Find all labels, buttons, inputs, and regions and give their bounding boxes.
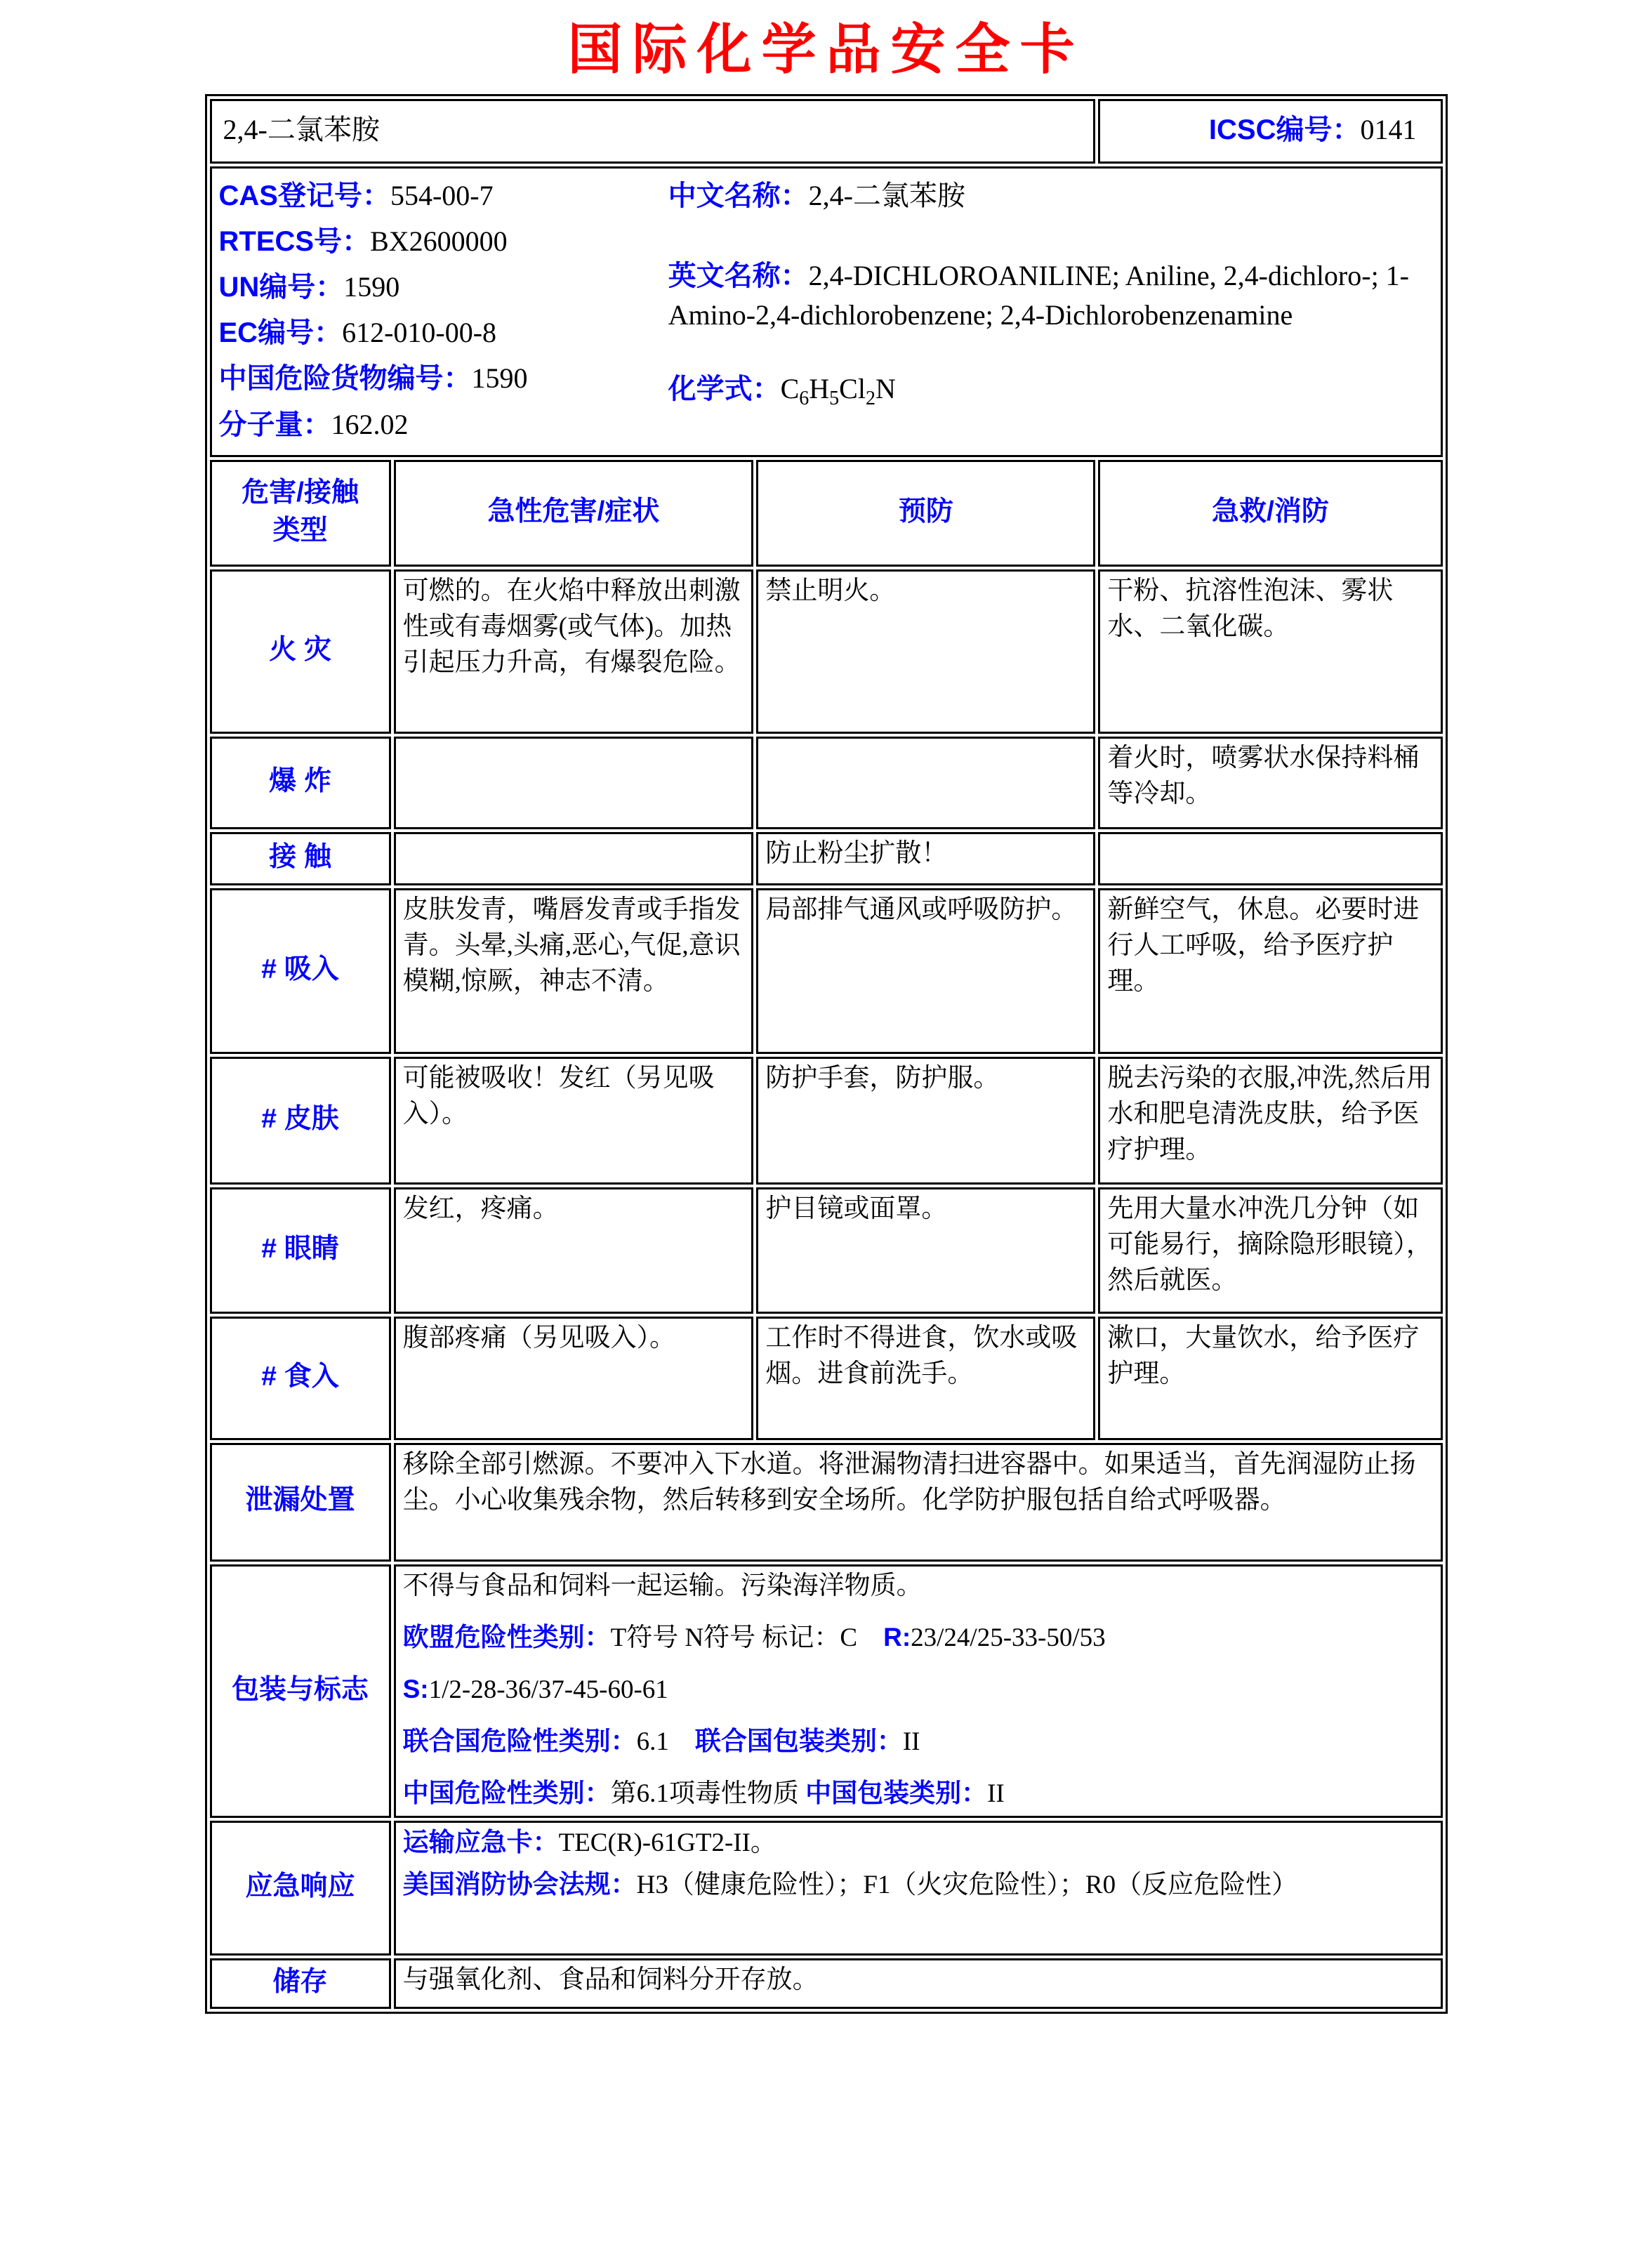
substance-name: 2,4-二氯苯胺 xyxy=(210,99,1096,164)
inhalation-response-cell: 新鲜空气，休息。必要时进行人工呼吸，给予医疗护理。 xyxy=(1098,888,1442,1054)
inhalation-prevention-cell: 局部排气通风或呼吸防护。 xyxy=(756,888,1095,1054)
cas-label: CAS登记号： xyxy=(218,180,390,211)
text-segment: T符号 N符号 标记：C xyxy=(610,1623,858,1652)
eyes-prevention-cell: 护目镜或面罩。 xyxy=(756,1187,1095,1314)
text-segment xyxy=(669,1727,695,1756)
row-label-storage: 储存 xyxy=(210,1958,391,2009)
contact-symptom-cell xyxy=(394,832,754,885)
icsc-number-label: ICSC编号： xyxy=(1208,114,1361,145)
header-firstaid: 急救/消防 xyxy=(1098,460,1442,567)
spill-text-cell: 移除全部引燃源。不要冲入下水道。将泄漏物清扫进容器中。如果适当，首先润湿防止扬尘。小心收集残余物，然后转移到安全场所。化学防护服包括自给式呼吸器。 xyxy=(394,1443,1443,1562)
ec-value: 612-010-00-8 xyxy=(342,317,497,349)
hazard-row-fire xyxy=(210,569,1443,734)
text-segment: II xyxy=(902,1727,920,1756)
text-segment: 运输应急卡： xyxy=(402,1828,559,1857)
ingestion-symptom-cell: 腹部疼痛（另见吸入）。 xyxy=(394,1317,754,1440)
formula-h: H xyxy=(809,373,830,405)
text-segment: 联合国包装类别： xyxy=(694,1726,903,1755)
packaging-row xyxy=(210,1564,1443,1818)
text-segment: 23/24/25-33-50/53 xyxy=(911,1623,1106,1652)
emergency-text-cell xyxy=(394,1821,1443,1956)
icsc-number-cell xyxy=(1098,99,1442,164)
chinese-name-label: 中文名称： xyxy=(668,180,809,211)
header-prevention: 预防 xyxy=(756,460,1095,567)
text-segment: H3（健康危险性）；F1（火灾危险性）；R0（反应危险性） xyxy=(636,1871,1298,1900)
inhalation-symptom-cell: 皮肤发青，嘴唇发青或手指发青。头晕,头痛,恶心,气促,意识模糊,惊厥，神志不清。 xyxy=(394,888,754,1054)
packaging-text-cell xyxy=(394,1564,1443,1818)
eyes-response-cell: 先用大量水冲洗几分钟（如可能易行，摘除隐形眼镜），然后就医。 xyxy=(1098,1187,1442,1314)
text-segment: 美国消防协会法规： xyxy=(402,1870,637,1899)
formula-label: 化学式： xyxy=(668,374,781,405)
text-segment: R: xyxy=(883,1622,911,1651)
storage-row xyxy=(210,1958,1443,2009)
formula-line xyxy=(668,369,1434,413)
eyes-symptom-cell: 发红，疼痛。 xyxy=(394,1187,754,1314)
skin-response-cell: 脱去污染的衣服,冲洗,然后用水和肥皂清洗皮肤，给予医疗护理。 xyxy=(1098,1057,1442,1185)
identifier-molweight xyxy=(219,405,668,444)
identifiers-layout xyxy=(219,170,1434,451)
text-segment: 1/2-28-36/37-45-60-61 xyxy=(428,1675,668,1704)
formula-h-sub: 5 xyxy=(829,388,840,410)
english-name-value: 2,4-DICHLOROANILINE; Aniline, 2,4-dichloro-; 1-Amino-2,4-dichlorobenzene; 2,4-Dichlorobenzenamine xyxy=(668,259,1410,331)
explosion-prevention-cell xyxy=(756,737,1095,829)
packaging-eu-class xyxy=(403,1619,1434,1656)
rtecs-label: RTECS号： xyxy=(218,225,371,257)
english-name-label: 英文名称： xyxy=(668,260,809,291)
packaging-china-class xyxy=(403,1775,1434,1812)
text-segment xyxy=(857,1623,883,1652)
card-header-row xyxy=(210,99,1443,164)
storage-text-cell: 与强氧化剂、食品和饲料分开存放。 xyxy=(394,1958,1443,2009)
formula-cl: Cl xyxy=(839,373,866,405)
hazard-row-contact xyxy=(210,832,1443,885)
identifier-list xyxy=(219,170,668,451)
skin-symptom-cell: 可能被吸收！发红（另见吸入）。 xyxy=(394,1057,754,1185)
hazard-row-ingestion xyxy=(210,1317,1443,1440)
molweight-value: 162.02 xyxy=(331,408,409,440)
row-label-inhalation: # 吸入 xyxy=(210,888,391,1054)
row-label-emergency: 应急响应 xyxy=(210,1821,391,1956)
text-segment: 中国包装类别： xyxy=(805,1779,988,1807)
packaging-un-class xyxy=(403,1723,1434,1760)
emergency-row xyxy=(210,1821,1443,1956)
skin-prevention-cell: 防护手套，防护服。 xyxy=(756,1057,1095,1185)
identifiers-cell xyxy=(210,166,1443,457)
row-label-ingestion: # 食入 xyxy=(210,1317,391,1440)
text-segment: S: xyxy=(402,1674,429,1703)
un-value: 1590 xyxy=(343,271,400,303)
fire-symptom-cell: 可燃的。在火焰中释放出刺激性或有毒烟雾(或气体)。加热引起压力升高，有爆裂危险。 xyxy=(394,569,754,734)
formula-cl-sub: 2 xyxy=(865,388,875,410)
formula-c-sub: 6 xyxy=(799,388,810,410)
chinese-name-value: 2,4-二氯苯胺 xyxy=(808,179,965,211)
row-label-explosion: 爆 炸 xyxy=(210,737,391,829)
explosion-response-cell: 着火时，喷雾状水保持料桶等冷却。 xyxy=(1098,737,1442,829)
page-title: 国际化学品安全卡 xyxy=(567,18,1085,80)
spill-row xyxy=(210,1443,1443,1562)
icsc-number-value: 0141 xyxy=(1360,113,1417,145)
icsc-card-table xyxy=(205,94,1448,2014)
text-segment: 联合国危险性类别： xyxy=(402,1726,637,1755)
identifier-ec xyxy=(219,313,668,352)
molweight-label: 分子量： xyxy=(218,409,331,440)
ingestion-prevention-cell: 工作时不得进食，饮水或吸烟。进食前洗手。 xyxy=(756,1317,1095,1440)
packaging-transport-note xyxy=(403,1568,1434,1604)
row-label-eyes: # 眼睛 xyxy=(210,1187,391,1314)
text-segment: 中国危险性类别： xyxy=(402,1779,611,1807)
identifier-cas xyxy=(219,176,668,216)
header-hazard-type xyxy=(210,460,391,567)
hazard-row-explosion xyxy=(210,737,1443,829)
hazard-table-header-row xyxy=(210,460,1443,567)
emergency-nfpa-line xyxy=(403,1866,1434,1903)
english-name-line xyxy=(668,256,1434,334)
header-hazard-type-line1: 危害/接触 xyxy=(242,477,359,508)
china-dg-value: 1590 xyxy=(471,362,528,395)
text-segment: 欧盟危险性类别： xyxy=(402,1622,611,1651)
names-block xyxy=(668,170,1434,451)
text-segment: 第6.1项毒性物质 xyxy=(610,1779,806,1808)
fire-response-cell: 干粉、抗溶性泡沫、雾状水、二氧化碳。 xyxy=(1098,569,1442,734)
un-label: UN编号： xyxy=(218,272,344,303)
contact-prevention-cell: 防止粉尘扩散！ xyxy=(756,832,1095,885)
row-label-skin: # 皮肤 xyxy=(210,1057,391,1185)
text-segment: 不得与食品和饲料一起运输。污染海洋物质。 xyxy=(402,1571,923,1600)
text-segment: TEC(R)-61GT2-II。 xyxy=(558,1828,777,1858)
explosion-symptom-cell xyxy=(394,737,754,829)
china-dg-label: 中国危险货物编号： xyxy=(218,363,472,395)
fire-prevention-cell: 禁止明火。 xyxy=(756,569,1095,734)
header-symptoms: 急性危害/症状 xyxy=(394,460,754,567)
formula-n: N xyxy=(875,373,896,405)
cas-value: 554-00-7 xyxy=(390,179,494,211)
packaging-s-phrases xyxy=(403,1671,1434,1708)
ec-label: EC编号： xyxy=(218,317,343,349)
formula-value xyxy=(780,373,896,410)
row-label-packaging: 包装与标志 xyxy=(210,1564,391,1818)
identifiers-row xyxy=(210,166,1443,457)
row-label-contact: 接 触 xyxy=(210,832,391,885)
header-hazard-type-line2: 类型 xyxy=(272,515,328,546)
contact-response-cell xyxy=(1098,832,1442,885)
identifier-un xyxy=(219,268,668,307)
text-segment: 6.1 xyxy=(636,1727,669,1756)
identifier-china-dg xyxy=(219,359,668,398)
emergency-tec-line xyxy=(403,1824,1434,1861)
row-label-fire: 火 灾 xyxy=(210,569,391,734)
row-label-spill: 泄漏处置 xyxy=(210,1443,391,1562)
hazard-row-eyes xyxy=(210,1187,1443,1314)
hazard-row-skin xyxy=(210,1057,1443,1185)
hazard-row-inhalation xyxy=(210,888,1443,1054)
identifier-rtecs xyxy=(219,222,668,261)
rtecs-value: BX2600000 xyxy=(370,225,508,257)
chinese-name-line xyxy=(668,176,1434,216)
text-segment: II xyxy=(987,1779,1005,1808)
ingestion-response-cell: 漱口，大量饮水，给予医疗护理。 xyxy=(1098,1317,1442,1440)
formula-c: C xyxy=(780,373,800,405)
